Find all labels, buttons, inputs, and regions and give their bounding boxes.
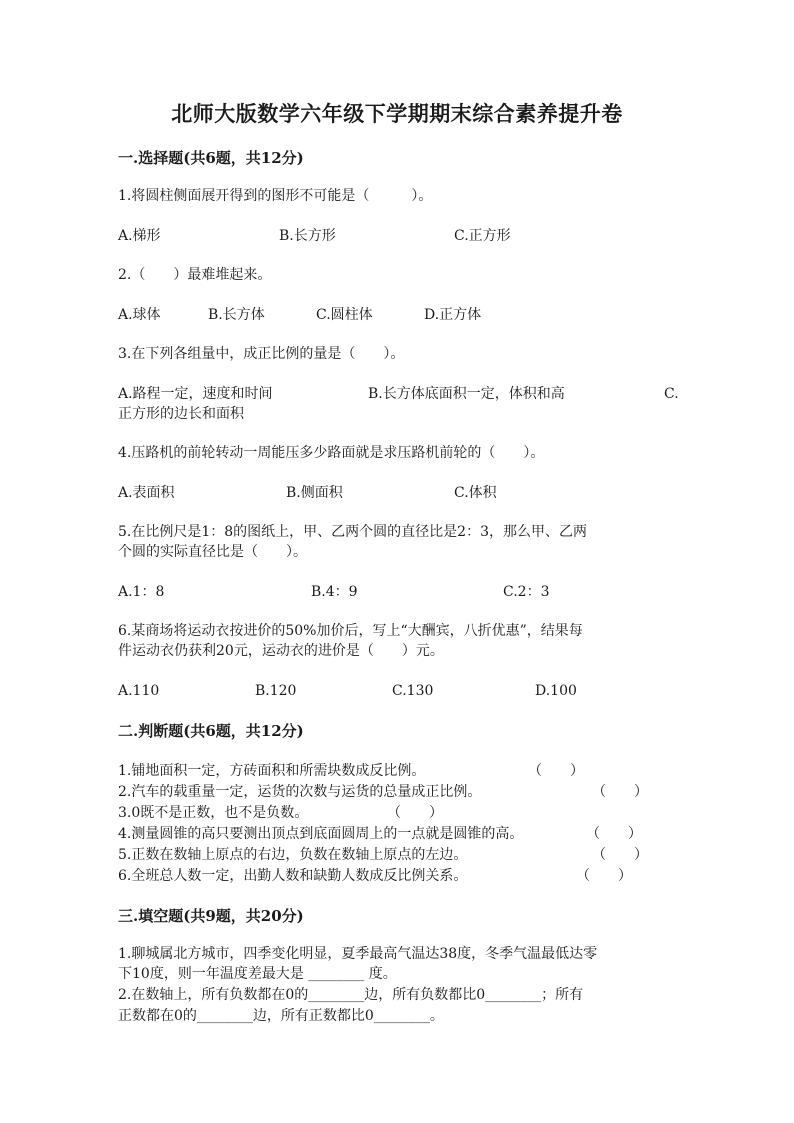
question-2-stem: 2.（ ）最难堆起来。 [118,267,272,283]
judgment-item-4-blank[interactable]: （ ） [586,826,642,842]
judgment-item-6: 6.全班总人数一定，出勤人数和缺勤人数成反比例关系。 [118,868,468,884]
section-heading-choice: 一.选择题(共6题，共12分) [118,149,304,167]
question-1-option-b: B.长方形 [279,228,336,244]
question-6-option-a: A.110 [118,683,160,699]
question-4-stem: 4.压路机的前轮转动一周能压多少路面就是求压路机前轮的（ ）。 [118,445,545,461]
judgment-item-2: 2.汽车的载重量一定，运货的次数与运货的总量成正比例。 [118,784,482,800]
question-1-option-c: C.正方形 [454,228,511,244]
judgment-item-5: 5.正数在数轴上原点的右边，负数在数轴上原点的左边。 [118,847,468,863]
judgment-item-6-blank[interactable]: （ ） [576,868,632,884]
question-2-option-b: B.长方体 [208,307,265,323]
judgment-item-3-blank[interactable]: （ ） [387,805,443,821]
question-3-option-a: A.路程一定，速度和时间 [118,386,273,402]
question-5-line-2: 个圆的实际直径比是（ ）。 [118,544,307,560]
question-5-option-b: B.4：9 [311,584,358,600]
question-3-option-b: B.长方体底面积一定，体积和高 [368,386,565,402]
question-2-option-a: A.球体 [118,307,161,323]
question-3-stem: 3.在下列各组量中，成正比例的量是（ ）。 [118,346,405,362]
question-6-option-b: B.120 [255,683,297,699]
judgment-item-1-blank[interactable]: （ ） [528,763,584,779]
question-5-option-c: C.2：3 [503,584,550,600]
fill-question-1-line-1: 1.聊城属北方城市，四季变化明显，夏季最高气温达38度，冬季气温最低达零 [118,946,598,962]
question-6-line-2: 件运动衣仍获利20元，运动衣的进价是（ ）元。 [118,643,444,659]
question-1-option-a: A.梯形 [118,228,161,244]
question-6-option-d: D.100 [535,683,577,699]
fill-question-2-line-2: 正数都在0的________边，所有正数都比0________。 [118,1008,444,1024]
page-title: 北师大版数学六年级下学期期末综合素养提升卷 [171,101,623,126]
question-5-option-a: A.1：8 [118,584,165,600]
section-heading-judgment: 二.判断题(共6题，共12分) [118,722,304,740]
question-6-line-1: 6.某商场将运动衣按进价的50%加价后，写上“大酬宾，八折优惠”，结果每 [118,623,583,639]
fill-question-2-line-1: 2.在数轴上，所有负数都在0的________边，所有负数都比0________；所有 [118,987,584,1003]
judgment-item-1: 1.铺地面积一定，方砖面积和所需块数成反比例。 [118,763,426,779]
question-4-option-c: C.体积 [454,485,497,501]
judgment-item-2-blank[interactable]: （ ） [592,784,648,800]
question-6-option-c: C.130 [392,683,434,699]
judgment-item-3: 3.0既不是正数，也不是负数。 [118,805,309,821]
question-3-option-c: C. [664,386,679,402]
question-4-option-a: A.表面积 [118,485,175,501]
question-3-option-c-text: 正方形的边长和面积 [118,406,244,422]
question-4-option-b: B.侧面积 [286,485,343,501]
question-2-option-d: D.正方体 [424,307,482,323]
question-2-option-c: C.圆柱体 [316,307,373,323]
section-heading-fill-in: 三.填空题(共9题，共20分) [118,907,304,925]
question-5-line-1: 5.在比例尺是1：8的图纸上，甲、乙两个圆的直径比是2：3，那么甲、乙两 [118,524,587,540]
judgment-item-5-blank[interactable]: （ ） [592,847,648,863]
judgment-item-4: 4.测量圆锥的高只要测出顶点到底面圆周上的一点就是圆锥的高。 [118,826,524,842]
fill-question-1-line-2: 下10度，则一年温度差最大是 ________ 度。 [118,966,397,982]
question-1-stem: 1.将圆柱侧面展开得到的图形不可能是（ ）。 [118,188,433,204]
